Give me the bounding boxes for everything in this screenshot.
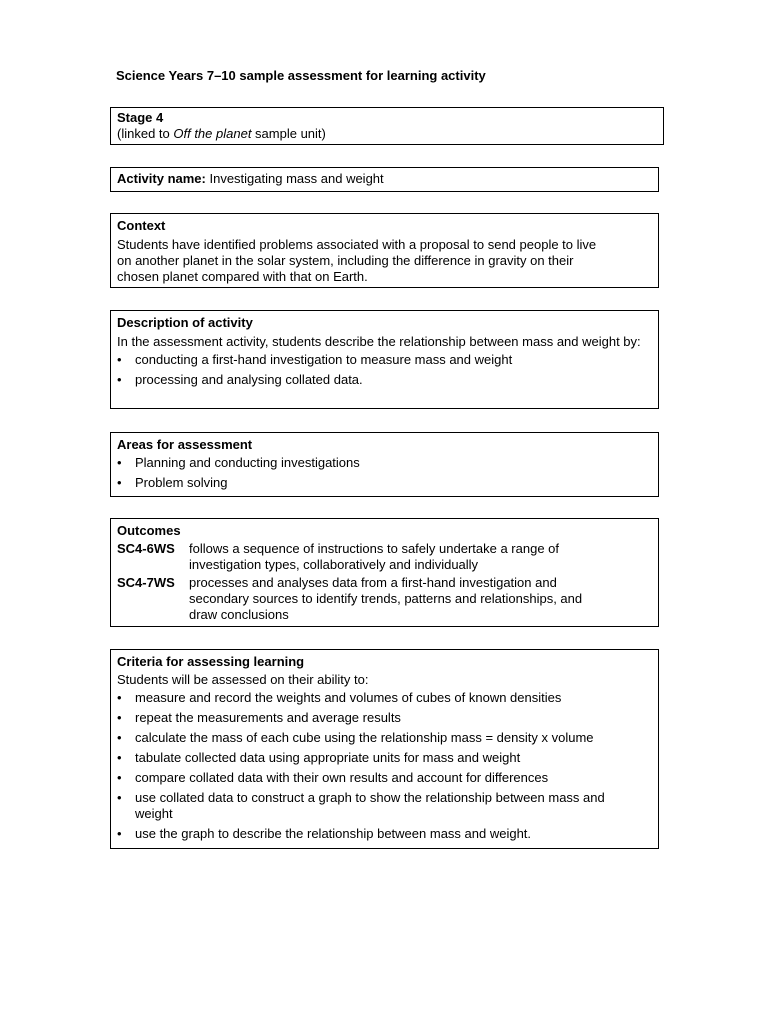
bullet-icon: • [117,770,122,785]
description-intro: In the assessment activity, students describe the relationship between mass and weight by: [117,334,641,349]
context-heading: Context [117,218,166,233]
areas-box [110,432,659,497]
outcomes-box [110,518,659,627]
list-item: • conducting a first-hand investigation to measure mass and weight [117,352,513,367]
linked-suffix: sample unit) [251,126,326,141]
stage-heading: Stage 4 [117,110,164,125]
document-title: Science Years 7–10 sample assessment for learning activity [116,68,486,83]
bullet-icon: • [117,475,122,490]
areas-list [117,455,652,491]
bullet-icon: • [117,710,122,725]
list-item: • Problem solving [117,475,228,490]
list-item: • use the graph to describe the relationship between mass and weight. [117,826,532,841]
stage-box [110,107,664,145]
outcome-row [117,575,652,623]
outcome-code: SC4-6WS [117,541,175,556]
description-box [110,310,659,409]
list-item: • repeat the measurements and average results [117,710,401,725]
bullet-icon: • [117,455,122,470]
context-text: Students have identified problems associated with a proposal to send people to live on another planet in the solar system, including the difference in gravity on their chosen planet compared with that on Earth. [117,237,597,284]
criteria-list [117,690,652,842]
linked-unit-name: Off the planet [173,126,252,141]
list-item: • Planning and conducting investigations [117,455,360,470]
context-box [110,213,659,288]
bullet-icon: • [117,372,122,387]
outcomes-heading: Outcomes [117,523,181,538]
activity-box [110,167,659,192]
activity-value: Investigating mass and weight [205,171,384,186]
outcome-row [117,541,652,573]
list-item: • use collated data to construct a graph to show the relationship between mass and weight [117,790,605,821]
outcome-text: processes and analyses data from a first-hand investigation and secondary sources to identify trends, patterns and relationships, and draw conclusions [189,575,583,622]
stage-linked-unit [117,126,657,142]
activity-label: Activity name: [117,171,206,186]
bullet-icon: • [117,690,122,705]
bullet-icon: • [117,750,122,765]
list-item: • calculate the mass of each cube using the relationship mass = density x volume [117,730,594,745]
list-item: • processing and analysing collated data. [117,372,363,387]
bullet-icon: • [117,352,122,367]
description-heading: Description of activity [117,315,253,330]
bullet-icon: • [117,790,122,805]
criteria-box [110,649,659,849]
list-item: • measure and record the weights and volumes of cubes of known densities [117,690,562,705]
outcome-code: SC4-7WS [117,575,175,590]
bullet-icon: • [117,730,122,745]
list-item: • compare collated data with their own results and account for differences [117,770,549,785]
linked-prefix: (linked to [117,126,174,141]
list-item: • tabulate collected data using appropriate units for mass and weight [117,750,521,765]
criteria-intro: Students will be assessed on their ability to: [117,672,369,687]
criteria-heading: Criteria for assessing learning [117,654,305,669]
bullet-icon: • [117,826,122,841]
outcome-text: follows a sequence of instructions to safely undertake a range of investigation types, collaboratively and individually [189,541,559,572]
areas-heading: Areas for assessment [117,437,253,452]
description-list [117,352,652,388]
